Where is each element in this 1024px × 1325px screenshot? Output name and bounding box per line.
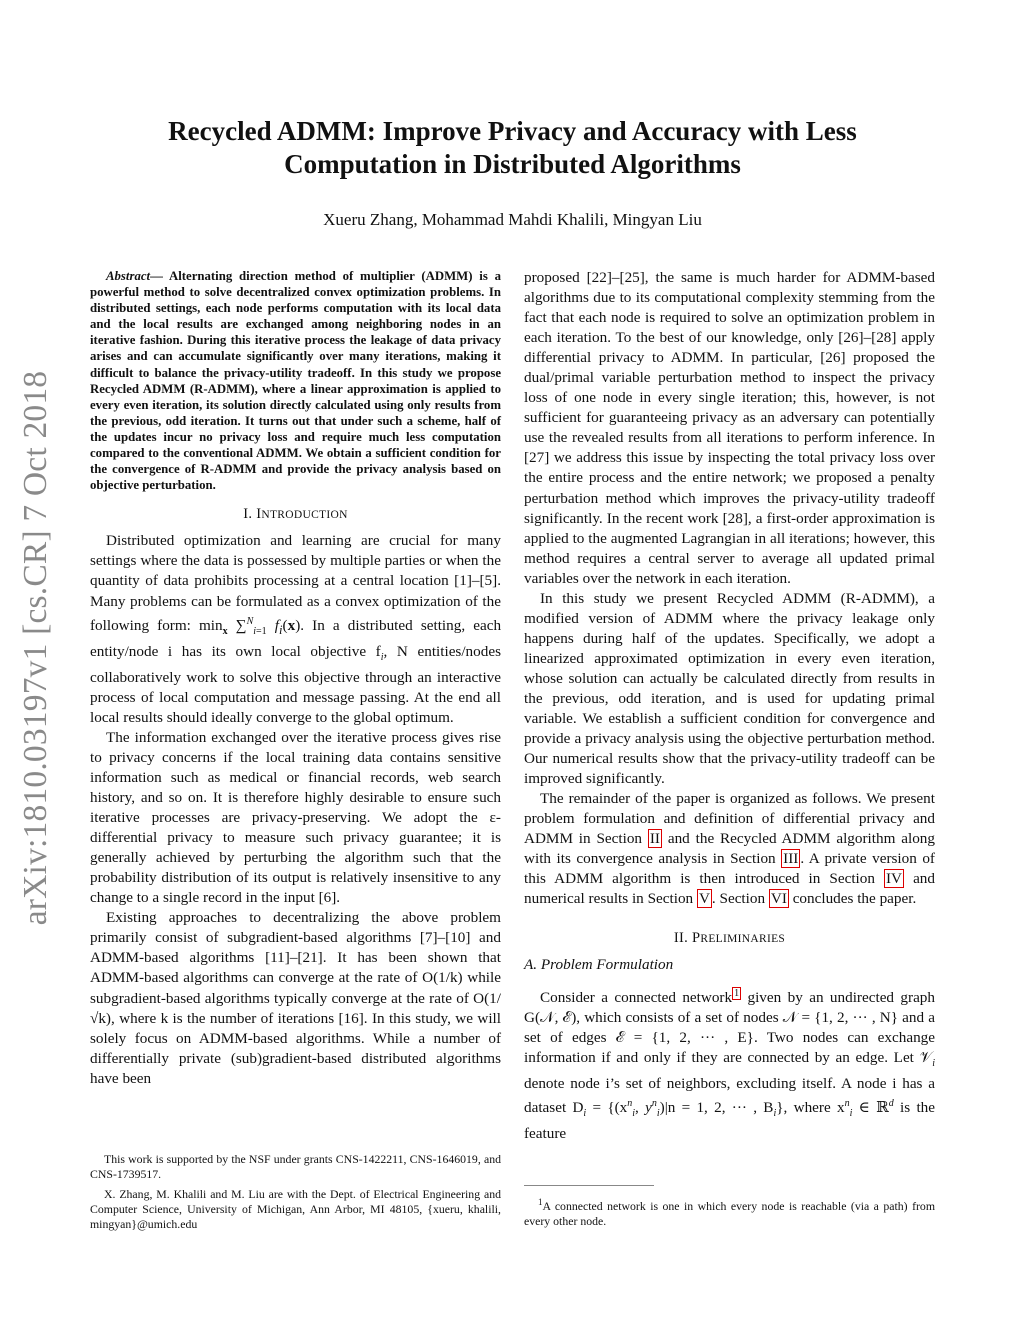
right-column — [524, 268, 935, 1144]
subsection-heading: A. Problem Formulation — [524, 955, 674, 973]
section-ref-link[interactable]: II — [649, 830, 660, 848]
paper-authors: Xueru Zhang, Mohammad Mahdi Khalili, Mingyan Liu — [323, 210, 702, 229]
footnote-funding: This work is supported by the NSF under grants CNS-1422211, CNS-1646019, and CNS-1739517. — [90, 1152, 501, 1181]
section-ref-link[interactable]: IV — [886, 870, 903, 888]
right-paragraph-1: proposed [22]–[25], the same is much harder for ADMM-based algorithms due to its computational complexity stemming from the fact that each node is required to solve an optimization problem in each iteration. To the best of our knowledge, only [26]–[28] apply differential privacy to ADMM. In particular, [26] proposed the dual/primal variable perturbation method to inspect the privacy loss of one node in every single iteration; this, however, is not sufficient for guaranteeing privacy as an adversary can potentially use the revealed results from all iterations to perform inference. In [27] we address this issue by inspecting the total privacy loss over the entire process and the entire network; we proposed a penalty perturbation method which improves the privacy-utility tradeoff significantly. In the recent work [28], a first-order approximation is applied to the augmented Lagrangian in all iterations; however, this method requires a central server to average all updated primal variables over the network in each iteration. — [524, 269, 935, 587]
footnote-affiliation: X. Zhang, M. Khalili and M. Liu are with the Dept. of Electrical Engineering and Computer Science, University of Michigan, Ann Arbor, MI 48105, {xueru, khalili, mingyan}@umich.edu — [90, 1186, 501, 1231]
abstract-label: Abstract — [106, 269, 151, 283]
right-paragraph-3: The remainder of the paper is organized as follows. We present problem formulation and definition of differential privacy and ADMM in Section II and the Recycled ADMM algorithm along with its convergence analysis in Section III . A private version of this ADMM algorithm is then introduced in Section IV and numerical results in Section V . Section VI concludes the paper. — [524, 790, 935, 908]
intro-paragraph-3: Existing approaches to decentralizing the above problem primarily consist of subgradient-based algorithms [7]–[10] and ADMM-based algorithms [11]–[21]. It has been shown that ADMM-based algorithms can converge at the rate of O(1/k) while subgradient-based algorithms typically converge at the rate of O(1/√k), where k is the number of iterations [16]. In this study, we will solely focus on ADMM-based algorithms. While a number of differentially private (sub)gradient-based distributed algorithms have been — [90, 909, 501, 1087]
footnotes-left — [90, 1152, 501, 1232]
section-ref-link[interactable]: V — [698, 890, 710, 908]
footnotes-right — [524, 1195, 935, 1229]
footnote-link[interactable]: 1 — [734, 987, 740, 999]
abstract-text: — Alternating direction method of multiplier (ADMM) is a powerful method to solve decentralized convex optimization problems. In distributed settings, each node performs computation with its local data and the local results are exchanged among neighboring nodes in an iterative fashion. During this iterative process the leakage of data privacy arises and can accumulate significantly over many iterations, making it difficult to balance the privacy-utility tradeoff. In this study we propose Recycled ADMM (R-ADMM), where a linear approximation is applied to every even iteration, its solution directly calculated using only results from the previous, odd iteration. It turns out that under such a scheme, half of the updates incur no privacy loss and require much less computation compared to the conventional ADMM. We obtain a sufficient condition for the convergence of R-ADMM and provide the privacy analysis based on objective perturbation. — [90, 269, 501, 493]
footnote-divider — [524, 1185, 654, 1186]
left-column — [90, 268, 501, 1089]
section-ref-link[interactable]: VI — [770, 890, 787, 908]
section-ref-link[interactable]: III — [783, 850, 799, 868]
section-heading-preliminaries: II. PRELIMINARIES — [673, 929, 786, 946]
right-paragraph-4: Consider a connected network $^1$ given by an undirected graph G(𝒩, ℰ), which consists of a set of nodes 𝒩 = {1, 2, ··· , N} and a set of edges ℰ = {1, 2, ··· , E}. Two nodes can exchange information if and only if they are connected by an edge. Let 𝒱$_i$ denote node i’s set of neighbors, excluding itself. A node i has a dataset $D_i = \{(x^n_i$, $y^n_i)|n = 1$, 2, ··· , $B_i$}, where $x^n_i$ ∈ ℝ$^d$ is the feature — [524, 987, 936, 1143]
arxiv-identifier: arXiv:1810.03197v1 [cs.CR] 7 Oct 2018 — [17, 370, 54, 925]
arxiv-sidebar — [6, 360, 66, 935]
intro-paragraph-2: The information exchanged over the iterative process gives rise to privacy concerns if the local training data contains sensitive information such as medical or financial records, web search history, and so on. It is therefore highly desirable to ensure such iterative processes are privacy-preserving. We adopt the ε-differential privacy to measure such privacy guarantee; it is generally achieved by perturbing the algorithm such that the probability distribution of its output is relatively insensitive to any change to a single record in the input [6]. — [90, 728, 501, 907]
abstract — [90, 268, 501, 493]
footnote-1: $^1$A connected network is one in which every node is reachable (via a path) from every other node. — [524, 1197, 935, 1228]
intro-paragraph-1: Distributed optimization and learning are crucial for many settings where the data is possessed by multiple parties or when the quantity of data prohibits processing at a central location [1]–[5]. Many problems can be formulated as a convex optimization of the following form: $\min_x \sum^N_{i=1}$ $f_i(x)$. In a distributed setting, each entity/node i has its own local objective $f_i$, N entities/nodes collaboratively work to solve this objective through an interactive process of local computation and message passing. At the end all local results should ideally converge to the global optimum. — [90, 532, 502, 726]
paper-title: Recycled ADMM: Improve Privacy and Accuracy with Less Computation in Distributed Algorithms — [168, 116, 857, 179]
right-paragraph-2: In this study we present Recycled ADMM (R-ADMM), a modified version of ADMM where the privacy leakage only happens during half of the updates. Specifically, we adopt a linearized approximated optimization in every even iteration, whose solution can actually be calculated directly from results in the previous, odd iteration, and is used for updating primal variable. We establish a sufficient condition for convergence and provide a privacy analysis using the objective perturbation method. Our numerical results show that the privacy-utility tradeoff can be improved significantly. — [524, 589, 935, 788]
section-heading-introduction: I. INTRODUCTION — [243, 506, 348, 523]
